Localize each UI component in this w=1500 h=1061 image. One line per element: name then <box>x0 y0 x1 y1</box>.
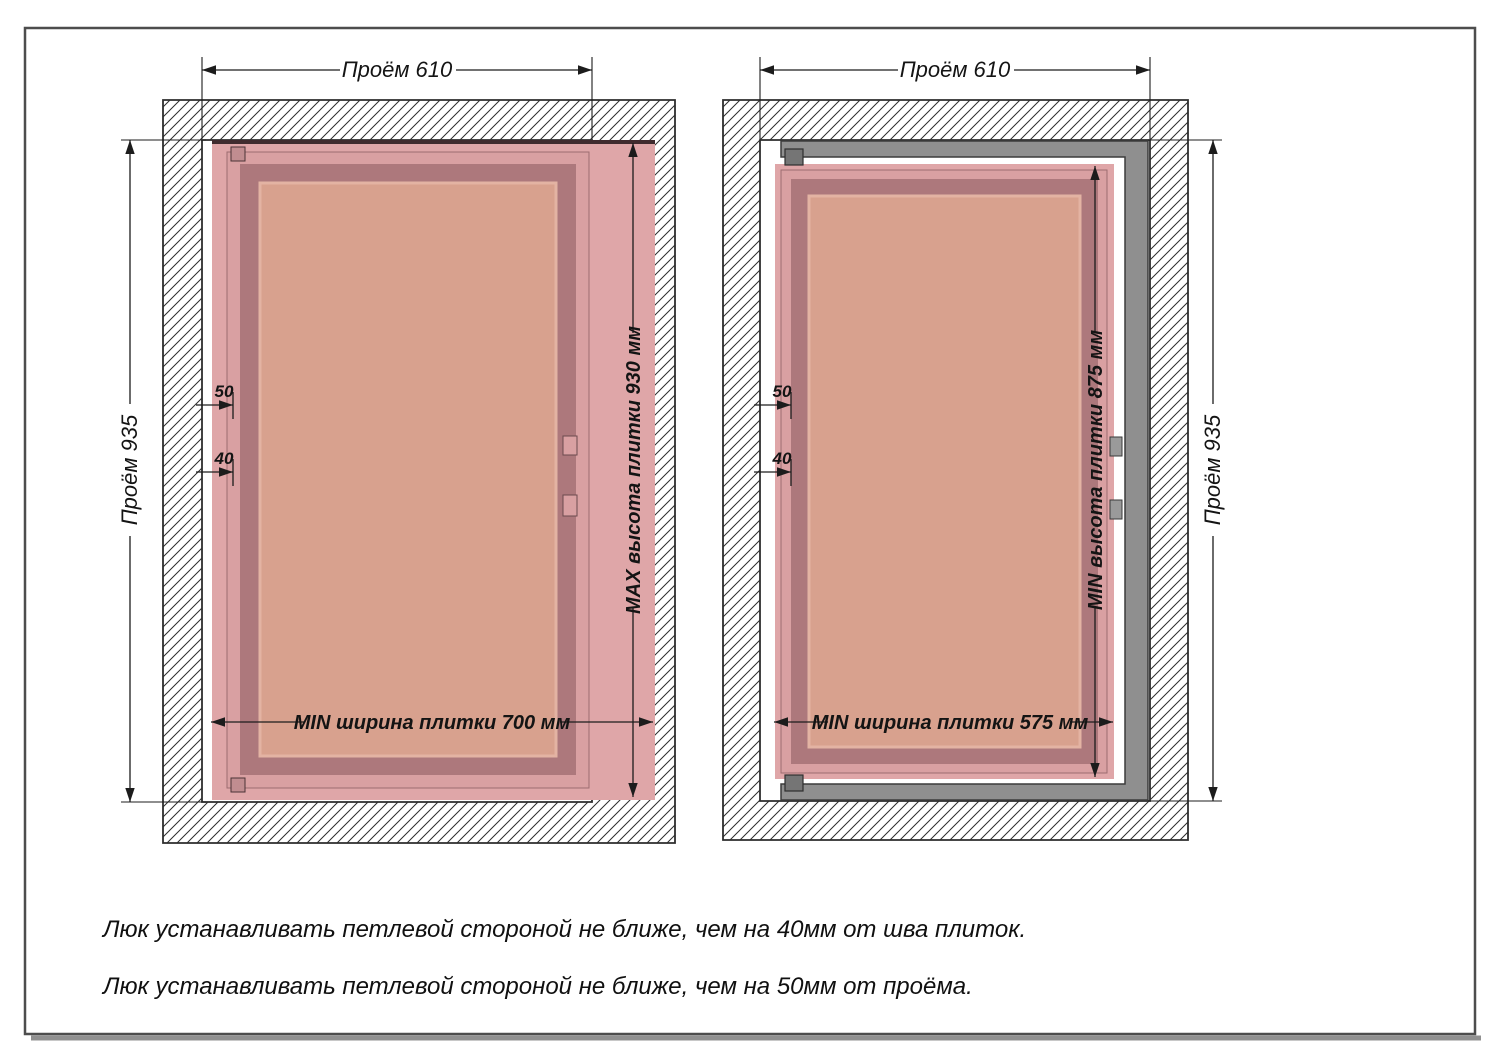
dim-label-opening-height: Проём 935 <box>1200 414 1225 526</box>
hatch-door-panel <box>260 183 556 756</box>
hinge-bottom-icon <box>231 778 245 792</box>
page-shadow <box>31 1036 1481 1041</box>
hatch-door-panel <box>809 196 1080 747</box>
tile-and-hatch-left <box>212 140 655 800</box>
latch-bottom-icon <box>563 495 577 516</box>
hinge-top-icon <box>231 147 245 161</box>
dim-label-opening-height: Проём 935 <box>117 414 142 526</box>
tile-and-hatch-right <box>772 149 1122 791</box>
hinge-bottom-icon <box>785 775 803 791</box>
notes <box>101 916 1026 1000</box>
dim-label-40: 40 <box>214 449 234 468</box>
hinge-top-icon <box>785 149 803 165</box>
latch-top-icon <box>563 436 577 455</box>
dim-label-tile-width: MIN ширина плитки 575 мм <box>811 712 1089 734</box>
dim-tile-width-right <box>774 712 1113 734</box>
dim-label-tile-width: MIN ширина плитки 700 мм <box>293 712 571 734</box>
dim-label-opening-width: Проём 610 <box>341 57 453 82</box>
dim-label-tile-height: MAX высота плитки 930 мм <box>623 325 645 615</box>
tile-top-seam <box>212 140 655 144</box>
note-line-2: Люк устанавливать петлевой стороной не ближе, чем на 50мм от проёма. <box>103 973 973 1000</box>
dim-label-opening-width: Проём 610 <box>899 57 1011 82</box>
latch-bottom-icon <box>1110 500 1122 519</box>
dim-label-50: 50 <box>214 382 234 401</box>
note-line-1: Люк устанавливать петлевой стороной не ближе, чем на 40мм от шва плиток. <box>103 916 1027 943</box>
left-diagram <box>117 57 675 843</box>
latch-top-icon <box>1110 437 1122 456</box>
dim-label-tile-height: MIN высота плитки 875 мм <box>1085 329 1107 611</box>
dim-label-50: 50 <box>772 382 792 401</box>
dim-label-40: 40 <box>772 449 792 468</box>
right-diagram <box>723 57 1225 840</box>
